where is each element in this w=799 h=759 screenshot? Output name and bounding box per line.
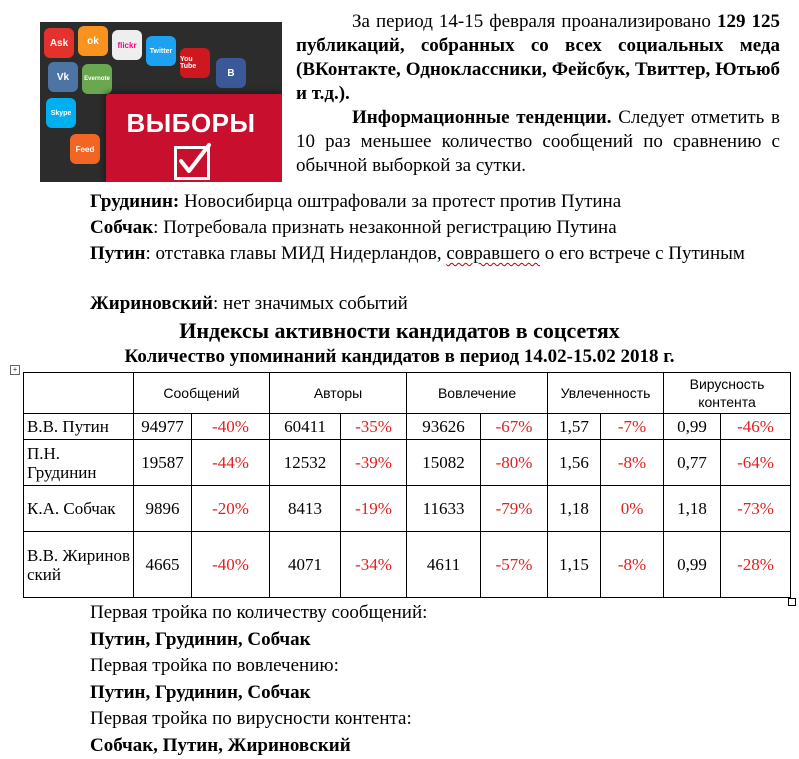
virality-change: -73%: [721, 486, 791, 532]
engagement-count: 15082: [407, 440, 481, 486]
event-sobchak: [90, 216, 617, 240]
event-grudinin-name: Грудинин:: [90, 191, 179, 212]
header-authors: Авторы: [270, 373, 407, 414]
candidate-name: В.В. Жириновский: [24, 532, 134, 598]
event-zhirinovsky-text: : нет значимых событий: [213, 293, 408, 314]
checkmark-icon: [174, 146, 210, 180]
summary-block: [90, 600, 427, 759]
involvement-value: 1,15: [548, 532, 601, 598]
messages-count: 19587: [134, 440, 192, 486]
event-putin-text-after: о его встрече с Путиным: [540, 243, 745, 264]
event-putin-text-before: : отставка главы МИД Нидерландов,: [146, 243, 447, 264]
table-row: [24, 440, 791, 486]
engagement-change: -67%: [481, 414, 548, 440]
virality-change: -46%: [721, 414, 791, 440]
messages-change: -20%: [192, 486, 270, 532]
authors-count: 8413: [270, 486, 341, 532]
involvement-value: 1,56: [548, 440, 601, 486]
involvement-change: 0%: [601, 486, 664, 532]
section-title: Индексы активности кандидатов в соцсетях: [0, 318, 799, 344]
evernote-icon: Evernote: [82, 64, 112, 94]
engagement-change: -79%: [481, 486, 548, 532]
authors-count: 60411: [270, 414, 341, 440]
messages-change: -40%: [192, 532, 270, 598]
intro-paragraph: [296, 10, 780, 178]
engagement-change: -80%: [481, 440, 548, 486]
authors-change: -19%: [341, 486, 407, 532]
summary-virality-value: Собчак, Путин, Жириновский: [90, 733, 427, 759]
table-row: [24, 532, 791, 598]
header-messages: Сообщений: [134, 373, 270, 414]
messages-change: -44%: [192, 440, 270, 486]
flickr-icon: flickr: [112, 30, 142, 60]
involvement-value: 1,57: [548, 414, 601, 440]
header-engagement: Вовлечение: [407, 373, 548, 414]
summary-messages-label: Первая тройка по количеству сообщений:: [90, 600, 427, 627]
messages-count: 94977: [134, 414, 192, 440]
messages-change: -40%: [192, 414, 270, 440]
table-move-handle[interactable]: +: [10, 365, 20, 375]
engagement-count: 11633: [407, 486, 481, 532]
summary-engagement-label: Первая тройка по вовлечению:: [90, 653, 427, 680]
virality-value: 0,77: [664, 440, 721, 486]
candidate-name: П.Н. Грудинин: [24, 440, 134, 486]
elections-image: [40, 22, 282, 182]
involvement-change: -8%: [601, 532, 664, 598]
odnoklassniki-icon: ok: [78, 26, 108, 56]
event-putin-name: Путин: [90, 243, 146, 264]
event-sobchak-text: : Потребовала признать незаконной регистрацию Путина: [153, 217, 616, 238]
involvement-value: 1,18: [548, 486, 601, 532]
engagement-count: 93626: [407, 414, 481, 440]
intro-period-text: За период 14-15 февраля проанализировано: [352, 11, 711, 32]
event-grudinin-text: Новосибирца оштрафовали за протест против Путина: [179, 191, 621, 212]
authors-change: -39%: [341, 440, 407, 486]
event-zhirinovsky-name: Жириновский: [90, 293, 213, 314]
event-zhirinovsky: [90, 292, 408, 316]
engagement-count: 4611: [407, 532, 481, 598]
authors-count: 12532: [270, 440, 341, 486]
event-sobchak-name: Собчак: [90, 217, 153, 238]
virality-value: 0,99: [664, 414, 721, 440]
authors-count: 4071: [270, 532, 341, 598]
rss-icon: Feed: [70, 134, 100, 164]
virality-value: 1,18: [664, 486, 721, 532]
intro-publications-count: 129 125 публикаций, собранных со всех социальных меда (ВКонтакте, Одноклассники, Фейсбук, Твиттер, Ютьюб и т.д.).: [296, 11, 780, 104]
involvement-change: -8%: [601, 440, 664, 486]
virality-value: 0,99: [664, 532, 721, 598]
summary-engagement-value: Путин, Грудинин, Собчак: [90, 680, 427, 707]
skype-icon: Skype: [46, 98, 76, 128]
messages-count: 4665: [134, 532, 192, 598]
trends-label: Информационные тенденции.: [352, 107, 612, 128]
youtube-icon: You Tube: [180, 48, 210, 78]
candidate-name: К.А. Собчак: [24, 486, 134, 532]
table-row: [24, 414, 791, 440]
candidates-stats-table: [23, 372, 791, 598]
messages-count: 9896: [134, 486, 192, 532]
event-putin-text-wavy: совравшего: [446, 243, 540, 264]
header-empty: [24, 373, 134, 414]
table-resize-handle[interactable]: [788, 598, 796, 606]
involvement-change: -7%: [601, 414, 664, 440]
table-row: [24, 486, 791, 532]
trends-text: Следует отметить в 10 раз меньшее количество сообщений по сравнению с обычной выборкой за сутки.: [296, 107, 780, 176]
summary-virality-label: Первая тройка по вирусности контента:: [90, 706, 427, 733]
header-involvement: Увлеченность: [548, 373, 664, 414]
authors-change: -35%: [341, 414, 407, 440]
virality-change: -64%: [721, 440, 791, 486]
vk-icon: Vk: [48, 62, 78, 92]
elections-banner: [106, 94, 282, 182]
header-virality: Вирусность контента: [664, 373, 791, 414]
candidate-name: В.В. Путин: [24, 414, 134, 440]
ask-icon: Ask: [44, 28, 74, 58]
twitter-icon: Twitter: [146, 36, 176, 66]
summary-messages-value: Путин, Грудинин, Собчак: [90, 627, 427, 654]
blog-icon: B: [216, 58, 246, 88]
event-putin: [30, 242, 780, 266]
authors-change: -34%: [341, 532, 407, 598]
virality-change: -28%: [721, 532, 791, 598]
elections-banner-label: ВЫБОРЫ: [106, 108, 276, 139]
table-header-row: [24, 373, 791, 414]
event-grudinin: [90, 190, 621, 214]
engagement-change: -57%: [481, 532, 548, 598]
table-caption: Количество упоминаний кандидатов в период 14.02-15.02 2018 г.: [0, 346, 799, 368]
